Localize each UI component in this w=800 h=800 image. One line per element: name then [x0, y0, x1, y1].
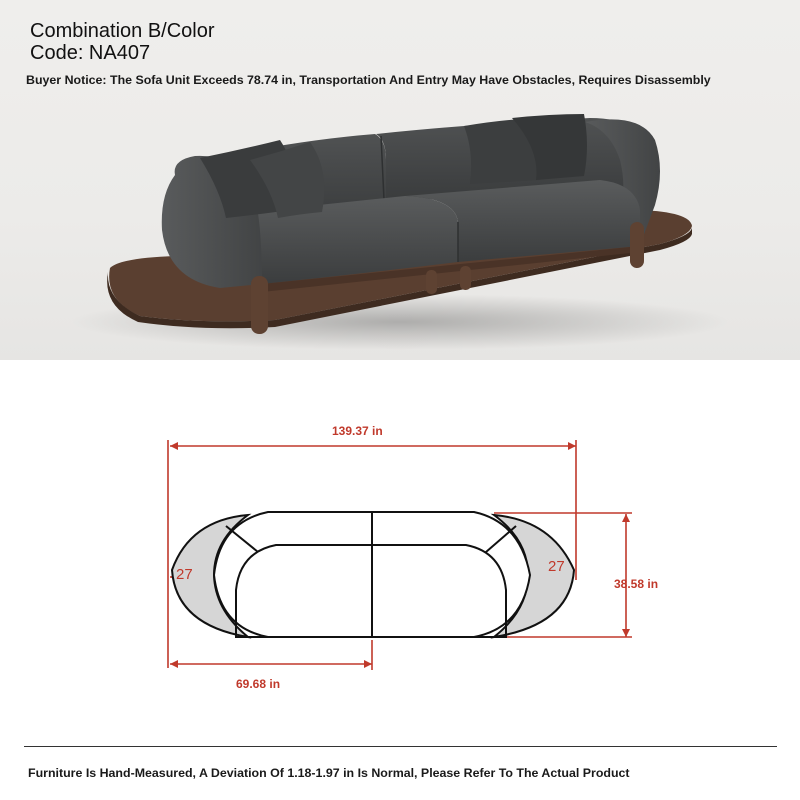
- buyer-notice: Buyer Notice: The Sofa Unit Exceeds 78.74 in, Transportation And Entry May Have Obstacles, Requires Disassembly: [26, 73, 711, 87]
- title-block: [30, 20, 215, 64]
- wood-leg-mid-1: [426, 270, 437, 294]
- overall-length-label: 139.37 in: [332, 424, 383, 438]
- wood-leg-front-right: [630, 222, 644, 268]
- wood-leg-mid-2: [460, 266, 471, 290]
- product-photo-area: [0, 0, 800, 360]
- arm-left-label: 27: [176, 566, 193, 583]
- sofa-photo: [0, 90, 800, 360]
- dimension-diagram: [0, 360, 800, 740]
- wood-leg-front-left: [251, 276, 268, 334]
- half-length-label: 69.68 in: [236, 677, 281, 691]
- measurement-disclaimer: Furniture Is Hand-Measured, A Deviation Of 1.18-1.97 in Is Normal, Please Refer To The Actual Product: [28, 766, 630, 780]
- footer-divider: [24, 746, 777, 747]
- product-code: Code: NA407: [30, 42, 151, 64]
- combination-title: Combination B/Color: [30, 20, 215, 42]
- depth-label: 38.58 in: [614, 577, 659, 591]
- arm-right-label: 27: [548, 558, 565, 575]
